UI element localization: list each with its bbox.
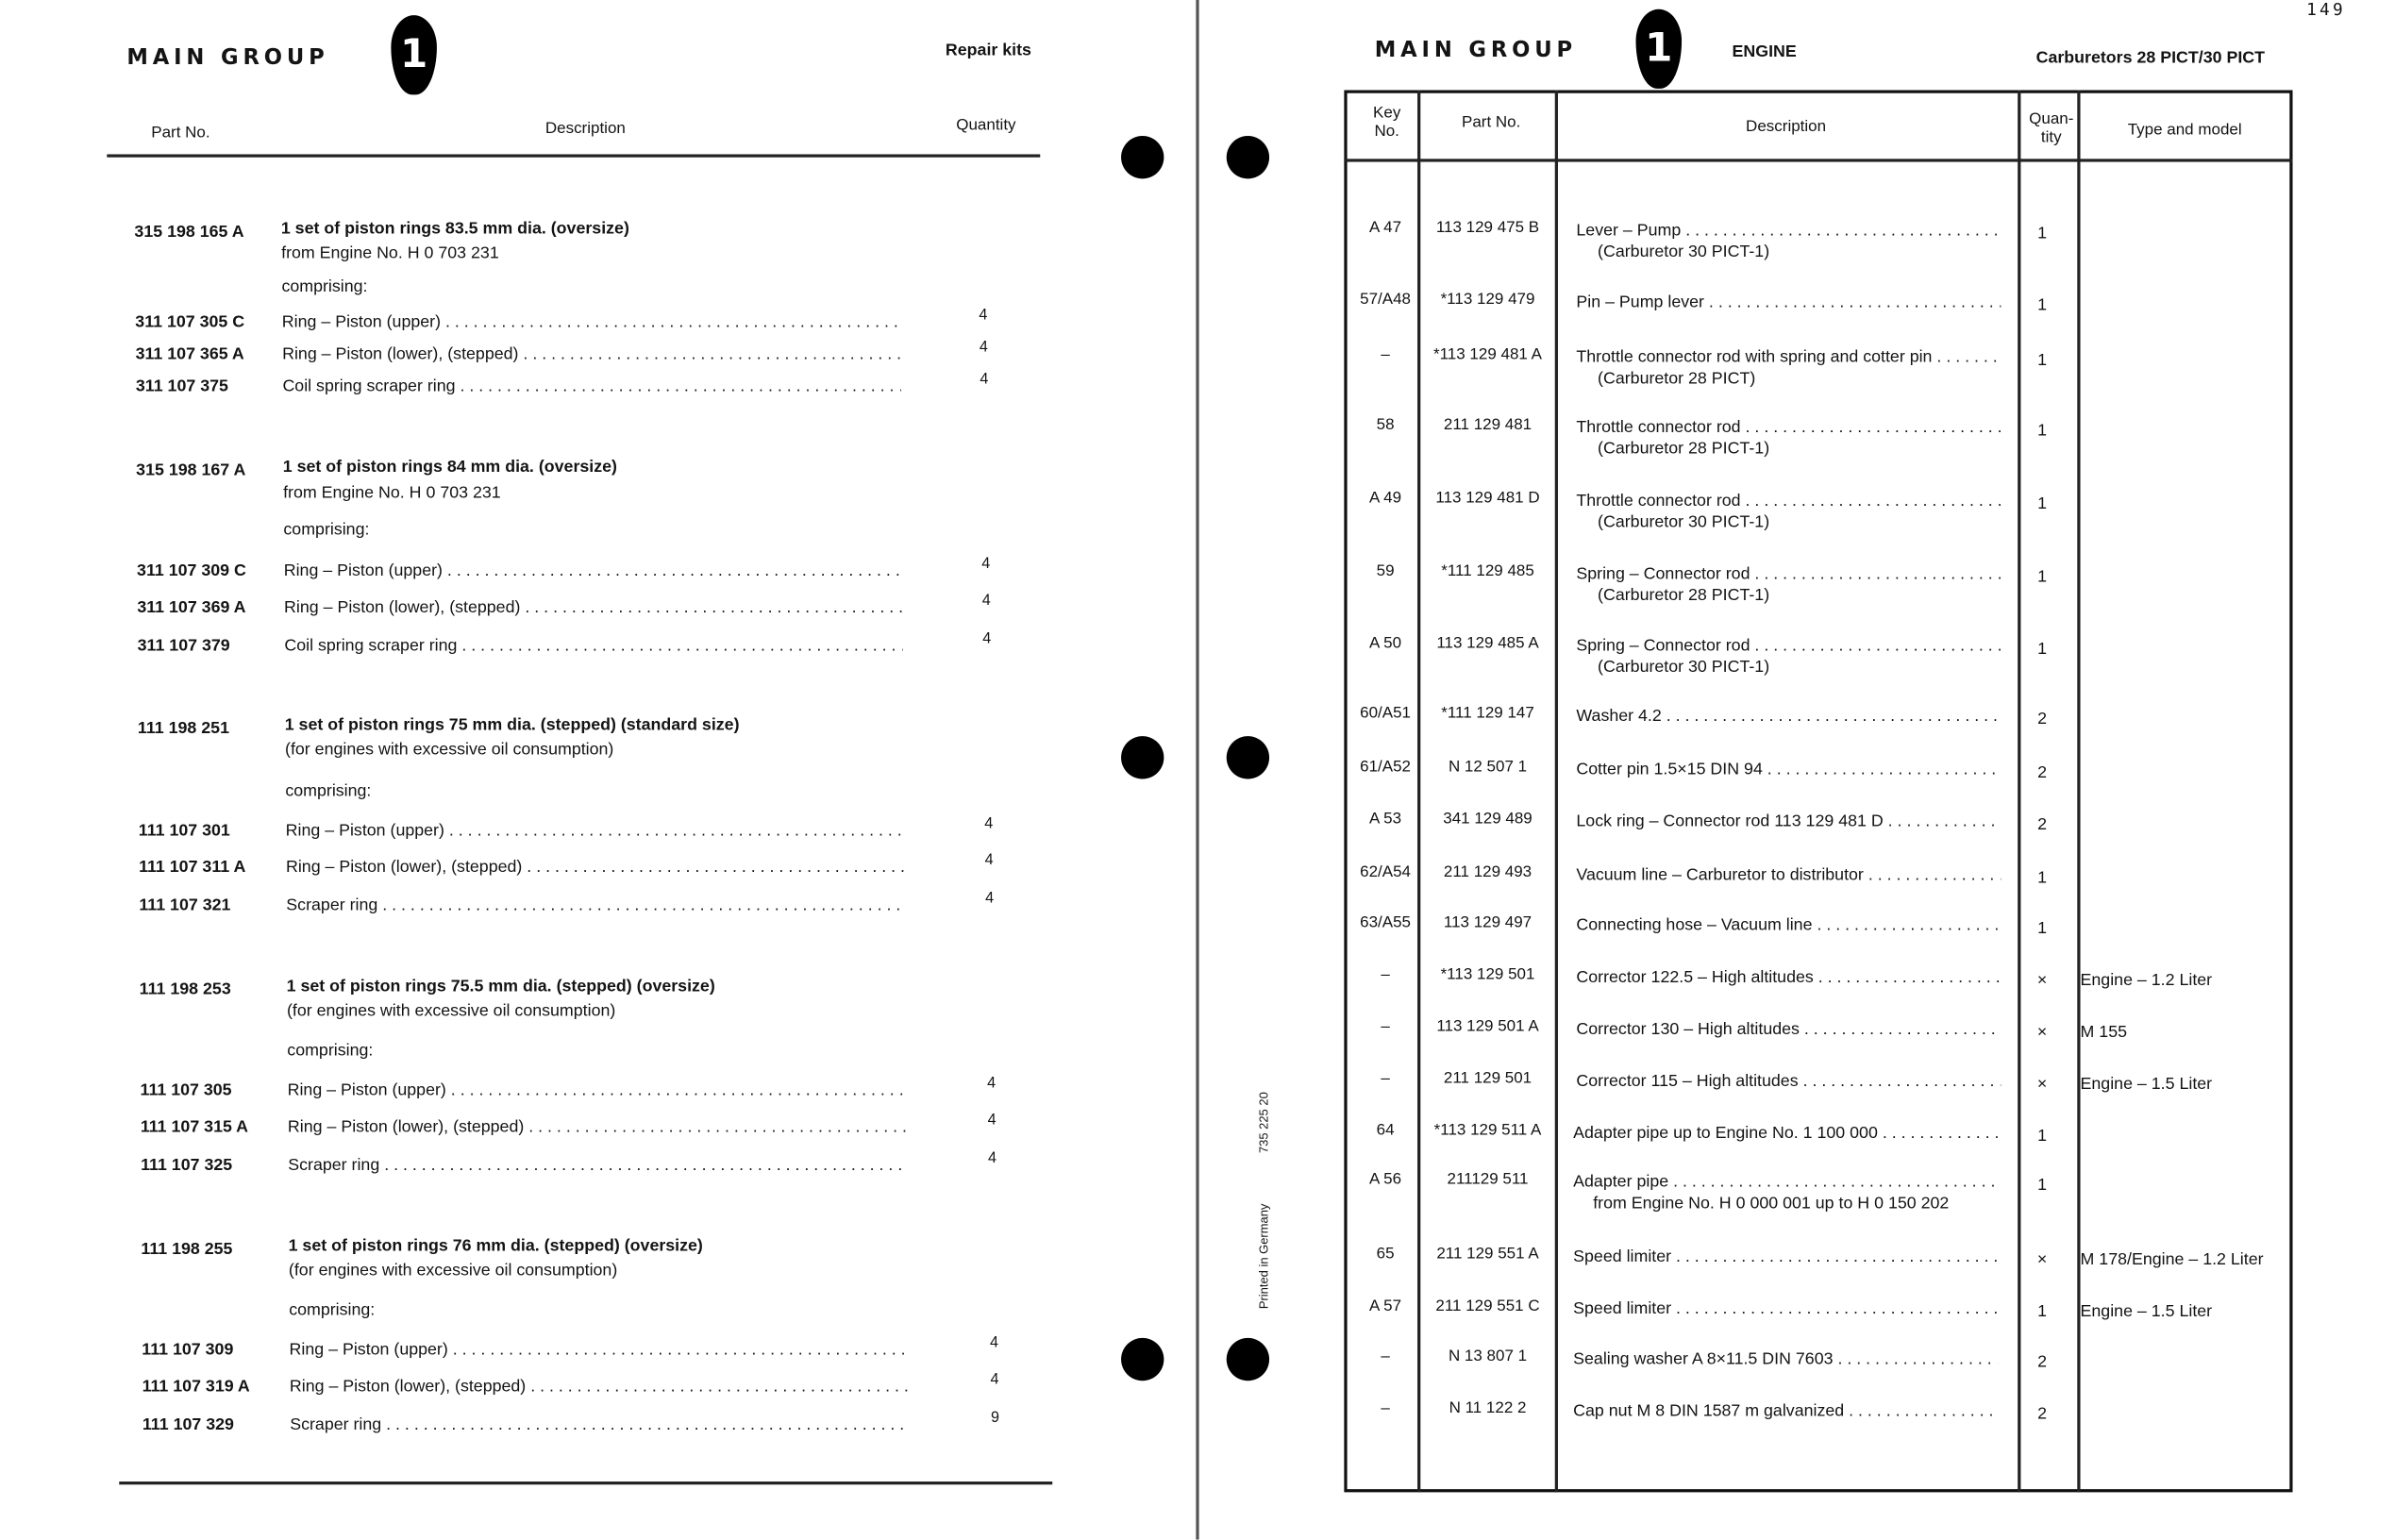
part-number: *113 129 481 A xyxy=(1433,344,1543,364)
type-and-model: Engine – 1.2 Liter xyxy=(2080,971,2213,990)
description: Washer 4.2 . . . xyxy=(1576,707,2001,725)
quantity: × xyxy=(2036,1250,2048,1270)
part-number: 111 198 251 xyxy=(137,719,229,738)
section-subtitle: Carburetors 28 PICT/30 PICT xyxy=(2035,48,2266,68)
description: Speed limiter . . . xyxy=(1573,1299,1998,1317)
part-number: 211129 511 xyxy=(1447,1169,1529,1189)
binder-hole xyxy=(1121,136,1164,178)
quantity: × xyxy=(2036,1075,2048,1094)
part-number: 341 129 489 xyxy=(1443,809,1532,829)
type-and-model: M 178/Engine – 1.2 Liter xyxy=(2080,1250,2264,1270)
key-number: 63/A55 xyxy=(1360,912,1412,932)
main-group-label: MAIN GROUP xyxy=(1374,38,1578,63)
description: 1 set of piston rings 84 mm dia. (oversize) xyxy=(282,458,617,477)
quantity: 1 xyxy=(2037,868,2048,888)
part-number: 111 107 311 A xyxy=(139,858,246,878)
key-number: 57/A48 xyxy=(1360,290,1412,309)
quantity: 1 xyxy=(2037,494,2048,513)
part-number: 311 107 375 xyxy=(135,377,228,396)
description: 1 set of piston rings 75.5 mm dia. (stepped) (oversize) xyxy=(286,977,715,996)
type-and-model: Engine – 1.5 Liter xyxy=(2080,1302,2213,1322)
key-number: 62/A54 xyxy=(1360,862,1412,881)
quantity: 1 xyxy=(2037,224,2048,243)
part-number: 111 107 325 xyxy=(141,1156,233,1175)
description: Corrector 130 – High altitudes . . . xyxy=(1576,1020,2001,1038)
section-title: Repair kits xyxy=(945,41,1031,60)
quantity: 1 xyxy=(2037,1302,2048,1322)
quantity: 1 xyxy=(2037,640,2048,659)
description: comprising: xyxy=(281,277,368,297)
description: 1 set of piston rings 76 mm dia. (stepped) (oversize) xyxy=(288,1237,703,1256)
quantity: 4 xyxy=(980,371,989,389)
quantity: 4 xyxy=(979,307,988,325)
description: (for engines with excessive oil consumption) xyxy=(286,1001,616,1021)
description: (for engines with excessive oil consumption) xyxy=(288,1261,618,1281)
part-number: 111 107 301 xyxy=(138,821,230,841)
description: Vacuum line – Carburetor to distributor . . . xyxy=(1576,866,2001,884)
part-number: 111 107 309 xyxy=(142,1341,234,1360)
part-number: 311 107 379 xyxy=(137,636,230,656)
type-and-model: Engine – 1.5 Liter xyxy=(2080,1075,2213,1094)
part-number: 211 129 551 A xyxy=(1436,1245,1539,1264)
description: Coil spring scraper ring . . . xyxy=(282,377,901,395)
description: from Engine No. H 0 703 231 xyxy=(281,243,499,263)
key-number: 58 xyxy=(1376,415,1395,434)
group-number-badge: 1 xyxy=(1636,9,1683,89)
part-number: 211 129 493 xyxy=(1443,862,1532,881)
description-detail: (Carburetor 30 PICT-1) xyxy=(1598,658,1770,678)
part-number: *113 129 479 xyxy=(1440,290,1535,309)
description: Ring – Piston (lower), (stepped) . . . xyxy=(288,1118,907,1136)
binder-hole xyxy=(1227,1338,1269,1381)
description: Cap nut M 8 DIN 1587 m galvanized . . . xyxy=(1573,1402,1998,1420)
quantity: × xyxy=(2036,971,2048,990)
key-number: – xyxy=(1381,1398,1390,1418)
col-header-quantity: Quan-tity xyxy=(2029,109,2074,147)
part-number: 113 129 497 xyxy=(1443,912,1532,932)
quantity: 1 xyxy=(2037,1127,2048,1146)
part-number: 311 107 309 C xyxy=(137,561,246,581)
key-number: – xyxy=(1381,344,1390,364)
printed-in-germany: Printed in Germany xyxy=(1257,1203,1271,1310)
quantity: 4 xyxy=(981,593,991,610)
quantity: 2 xyxy=(2037,1405,2048,1424)
description-detail: (Carburetor 30 PICT-1) xyxy=(1598,512,1770,532)
page-divider xyxy=(1196,0,1198,1540)
quantity: 4 xyxy=(987,1112,997,1130)
description-detail: from Engine No. H 0 000 001 up to H 0 150 202 xyxy=(1593,1194,1950,1214)
description: Lever – Pump . . . xyxy=(1576,222,2001,240)
part-number: 111 107 315 A xyxy=(140,1117,249,1137)
type-and-model: M 155 xyxy=(2080,1023,2128,1042)
part-number: 211 129 501 xyxy=(1443,1069,1532,1088)
description: 1 set of piston rings 75 mm dia. (stepped) (standard size) xyxy=(284,716,740,735)
description: Throttle connector rod . . . xyxy=(1576,492,2001,510)
quantity: 2 xyxy=(2037,763,2048,782)
quantity: 4 xyxy=(979,339,988,357)
key-number: 60/A51 xyxy=(1360,704,1412,723)
footer-rule xyxy=(119,1481,1052,1483)
quantity: 1 xyxy=(2037,568,2048,587)
description: Adapter pipe up to Engine No. 1 100 000 . . . xyxy=(1573,1124,1998,1142)
key-number: A 56 xyxy=(1369,1169,1402,1189)
description: Ring – Piston (upper) . . . xyxy=(288,1081,907,1099)
description: Cotter pin 1.5×15 DIN 94 . . . xyxy=(1576,761,2001,778)
section-title: ENGINE xyxy=(1732,42,1797,61)
binder-hole xyxy=(1121,1338,1164,1381)
part-number: *113 129 501 xyxy=(1440,964,1535,984)
table-header-rule xyxy=(1344,159,2292,161)
part-number: 311 107 365 A xyxy=(135,344,244,364)
part-number: *111 129 147 xyxy=(1441,704,1534,723)
part-number: 315 198 165 A xyxy=(134,223,244,242)
key-number: A 57 xyxy=(1369,1297,1402,1315)
description: Ring – Piston (upper) . . . xyxy=(290,1341,909,1359)
quantity: 4 xyxy=(984,815,994,833)
key-number: – xyxy=(1381,964,1390,984)
col-header-description: Description xyxy=(544,119,626,138)
description: comprising: xyxy=(285,781,372,801)
key-number: – xyxy=(1381,1347,1390,1366)
key-number: 59 xyxy=(1376,561,1395,581)
quantity: 4 xyxy=(990,1371,999,1389)
quantity: × xyxy=(2036,1023,2048,1042)
description: Adapter pipe . . . xyxy=(1573,1173,1998,1191)
quantity: 4 xyxy=(984,852,994,869)
col-header-type-model: Type and model xyxy=(2127,120,2242,140)
quantity: 1 xyxy=(2037,1176,2048,1195)
binder-hole xyxy=(1227,136,1269,178)
binder-hole xyxy=(1227,736,1269,778)
quantity: 4 xyxy=(987,1075,997,1093)
quantity: 2 xyxy=(2037,710,2048,729)
description: comprising: xyxy=(283,520,370,540)
part-number: *113 129 511 A xyxy=(1433,1121,1542,1140)
description: Ring – Piston (upper) . . . xyxy=(286,822,905,840)
description-detail: (Carburetor 28 PICT) xyxy=(1598,369,1756,389)
part-number: 315 198 167 A xyxy=(136,460,246,480)
description: comprising: xyxy=(287,1041,374,1061)
key-number: 61/A52 xyxy=(1360,757,1412,777)
part-number: N 12 507 1 xyxy=(1448,757,1528,777)
part-number: 311 107 369 A xyxy=(137,598,246,617)
quantity: 2 xyxy=(2037,1353,2048,1372)
part-number: 113 129 485 A xyxy=(1436,633,1539,653)
description: Ring – Piston (upper) . . . xyxy=(284,562,903,580)
quantity: 2 xyxy=(2037,815,2048,834)
part-number: 111 107 321 xyxy=(139,896,231,915)
quantity: 1 xyxy=(2037,296,2048,315)
col-header-part-no: Part No. xyxy=(151,124,210,142)
part-number: 311 107 305 C xyxy=(135,312,245,332)
description: Scraper ring . . . xyxy=(288,1156,907,1174)
header-rule xyxy=(107,154,1040,156)
quantity: 1 xyxy=(2037,421,2048,441)
key-number: A 53 xyxy=(1369,809,1402,829)
description: Corrector 115 – High altitudes . . . xyxy=(1576,1072,2001,1090)
part-number: 113 129 481 D xyxy=(1435,488,1540,508)
quantity: 4 xyxy=(982,630,992,648)
quantity: 9 xyxy=(990,1409,999,1427)
description: Scraper ring . . . xyxy=(286,896,905,914)
description: Scraper ring . . . xyxy=(290,1415,909,1433)
description: Ring – Piston (lower), (stepped) . . . xyxy=(286,859,905,877)
description: Coil spring scraper ring . . . xyxy=(284,637,903,655)
key-number: A 50 xyxy=(1369,633,1402,653)
description: Spring – Connector rod . . . xyxy=(1576,565,2001,583)
quantity: 4 xyxy=(981,556,991,573)
key-number: – xyxy=(1381,1069,1390,1088)
quantity: 1 xyxy=(2037,351,2048,370)
part-number: 211 129 481 xyxy=(1443,415,1532,434)
description: Pin – Pump lever . . . xyxy=(1576,293,2001,311)
description: Ring – Piston (upper) . . . xyxy=(282,313,901,331)
part-number: 113 129 475 B xyxy=(1435,218,1540,237)
key-number: 65 xyxy=(1376,1245,1395,1264)
description-detail: (Carburetor 28 PICT-1) xyxy=(1598,586,1770,605)
part-number: 111 198 255 xyxy=(141,1240,233,1259)
description: Corrector 122.5 – High altitudes . . . xyxy=(1576,968,2001,986)
description: Throttle connector rod with spring and cotter pin . . . xyxy=(1576,348,2001,366)
key-number: A 49 xyxy=(1369,488,1402,508)
description: Ring – Piston (lower), (stepped) . . . xyxy=(282,345,901,363)
description: Spring – Connector rod . . . xyxy=(1576,637,2001,655)
description: Ring – Piston (lower), (stepped) . . . xyxy=(284,598,903,616)
part-number: N 13 807 1 xyxy=(1448,1347,1528,1366)
part-number: 211 129 551 C xyxy=(1435,1297,1540,1315)
description: (for engines with excessive oil consumption) xyxy=(285,741,614,760)
description-detail: (Carburetor 28 PICT-1) xyxy=(1598,440,1770,459)
part-number: 111 107 329 xyxy=(142,1415,234,1434)
description: from Engine No. H 0 703 231 xyxy=(283,484,501,503)
description: Connecting hose – Vacuum line . . . xyxy=(1576,916,2001,934)
col-divider xyxy=(2077,90,2079,1492)
quantity: 4 xyxy=(990,1334,999,1352)
quantity: 4 xyxy=(988,1149,997,1167)
description: Speed limiter . . . xyxy=(1573,1247,1998,1265)
description: 1 set of piston rings 83.5 mm dia. (oversize) xyxy=(280,220,629,239)
key-number: – xyxy=(1381,1016,1390,1036)
key-number: 64 xyxy=(1376,1121,1395,1140)
print-code: 735 225 20 xyxy=(1257,1092,1271,1154)
group-number-badge: 1 xyxy=(391,15,437,94)
binder-hole xyxy=(1121,736,1164,778)
description: Throttle connector rod . . . xyxy=(1576,418,2001,436)
quantity: 1 xyxy=(2037,919,2048,938)
key-number: A 47 xyxy=(1369,218,1402,237)
col-header-quantity: Quantity xyxy=(956,116,1016,135)
description-detail: (Carburetor 30 PICT-1) xyxy=(1598,243,1770,261)
part-number: 111 107 319 A xyxy=(142,1377,250,1397)
part-number: 113 129 501 A xyxy=(1436,1016,1539,1036)
page-number: 149 xyxy=(2306,0,2346,21)
description: comprising: xyxy=(289,1301,376,1320)
part-number: *111 129 485 xyxy=(1441,561,1534,581)
col-header-part-no: Part No. xyxy=(1462,112,1521,132)
col-header-key-no: Key No. xyxy=(1373,104,1401,141)
description: Ring – Piston (lower), (stepped) . . . xyxy=(290,1378,909,1396)
description: Lock ring – Connector rod 113 129 481 D . . . xyxy=(1576,812,2001,830)
main-group-label: MAIN GROUP xyxy=(126,45,329,71)
quantity: 4 xyxy=(985,890,995,908)
part-number: N 11 122 2 xyxy=(1449,1398,1527,1418)
description: Sealing washer A 8×11.5 DIN 7603 . . . xyxy=(1573,1350,1998,1368)
part-number: 111 107 305 xyxy=(140,1080,232,1100)
part-number: 111 198 253 xyxy=(139,980,231,999)
col-header-description: Description xyxy=(1746,117,1827,137)
